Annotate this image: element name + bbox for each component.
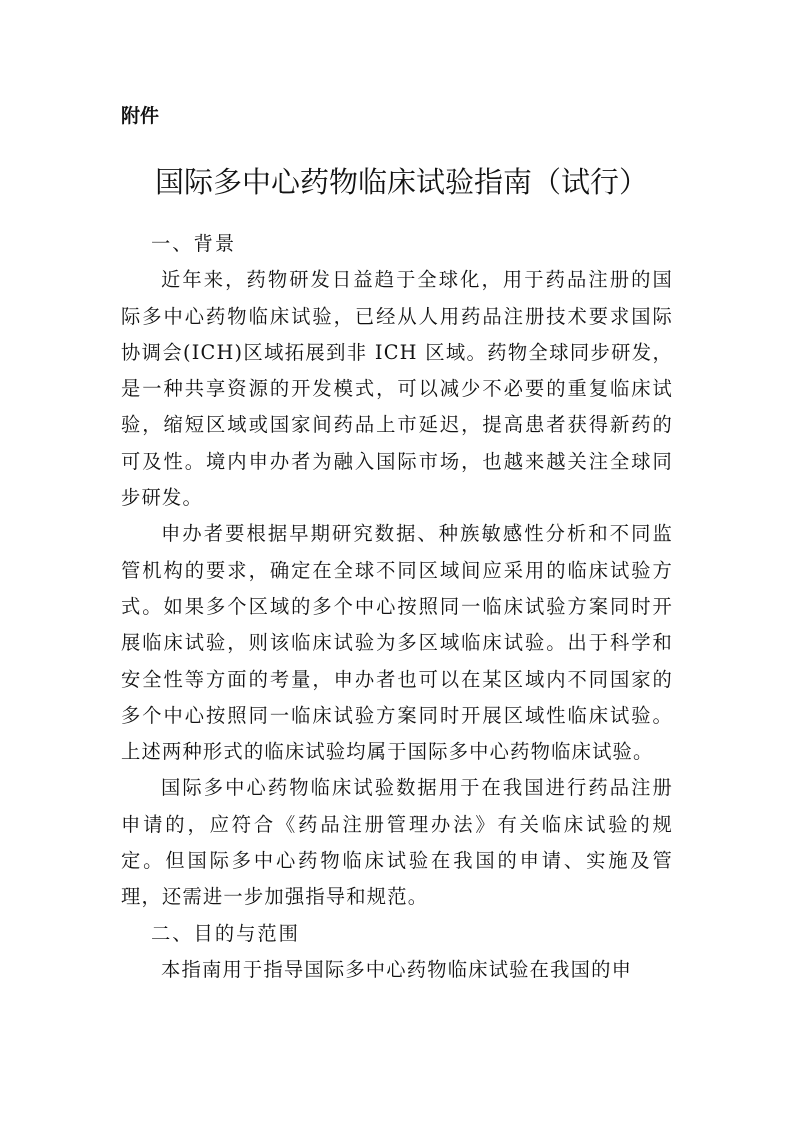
paragraph-purpose-scope-1: 本指南用于指导国际多中心药物临床试验在我国的申 bbox=[161, 957, 633, 981]
document-title: 国际多中心药物临床试验指南（试行） bbox=[154, 165, 648, 199]
attachment-label: 附件 bbox=[121, 105, 160, 127]
section-heading-background: 一、背景 bbox=[151, 232, 237, 255]
paragraph-background-1: 近年来，药物研发日益趋于全球化，用于药品注册的国际多中心药物临床试验，已经从人用药品注册技术要求国际协调会(ICH)区域拓展到非 ICH 区域。药物全球同步研发，是一种共享资源的开发模式，可以减少不必要的重复临床试验，缩短区域或国家间药品上市延迟，提高患者获得新药的可及性。境内申办者为融入国际市场，也越来越关注全球同步研发。 bbox=[121, 268, 673, 510]
paragraph-background-2: 申办者要根据早期研究数据、种族敏感性分析和不同监管机构的要求，确定在全球不同区域间应采用的临床试验方式。如果多个区域的多个中心按照同一临床试验方案同时开展临床试验，则该临床试验为多区域临床试验。出于科学和安全性等方面的考量，申办者也可以在某区域内不同国家的多个中心按照同一临床试验方案同时开展区域性临床试验。上述两种形式的临床试验均属于国际多中心药物临床试验。 bbox=[121, 522, 673, 764]
section-heading-purpose-scope: 二、目的与范围 bbox=[151, 921, 300, 945]
document-body bbox=[121, 226, 673, 988]
paragraph-background-3: 国际多中心药物临床试验数据用于在我国进行药品注册申请的，应符合《药品注册管理办法》有关临床试验的规定。但国际多中心药物临床试验在我国的申请、实施及管理，还需进一步加强指导和规范。 bbox=[121, 776, 673, 909]
